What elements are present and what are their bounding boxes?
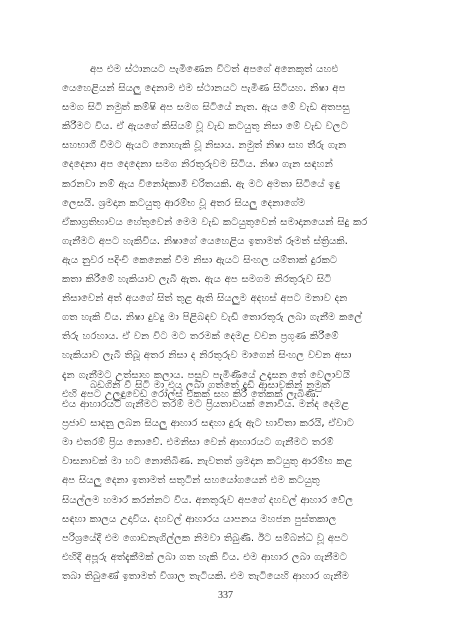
text-line: ලෙසයි. ශ්‍රමදාන කටයුතු ආරම්භ වූ අතර සියලු දෙනාගේම bbox=[62, 197, 306, 209]
text-line: ඇය නුවර පදිංචි කෙනෙක් වීම නිසා ඇයට සිංහල යම්තාක් දුරකට bbox=[62, 254, 338, 266]
text-line: එහි අපට උලුඳුවෙඩ රෝල්ස් එකක් සහ කිරි තේකක් ලැබිණි. bbox=[62, 388, 319, 400]
text-line: එය ආහාරයට ගැනීමට තරම් මට ප්‍රියතාවයක් නොවීය. මන්ද දෙමළ bbox=[62, 399, 350, 411]
text-line: අප එම ස්ථානයට පැමිණෙන විටත් අපගේ අනෙකුත් යහළු bbox=[90, 64, 339, 75]
paragraph-1 bbox=[62, 60, 392, 404]
text-line: සමග සිටි නමුත් කම්ෂි අප සමග සිටියේ නැත. ඇය මේ වැඩ අතපසු bbox=[62, 102, 350, 114]
text-line: නිසාවෙන් අත් අයගේ සිත් තුළ ඇති සියලුම අදහස් අපට මනාව දන bbox=[62, 293, 348, 305]
text-line: හැකියාව ලැබී තිබූ අතර නිසා ද නිරතුරුව මාගෙන් සිංහල වචන අසා bbox=[62, 350, 352, 362]
text-line: තබා තිබුණේ ඉතාමත් විශාල තැටියකි. එම තැටියෙහි ආහාර ගැනීම bbox=[62, 570, 349, 582]
text-line: සහභාගී වීමට ඇයට නොහැකි වූ නිසාය. නමුත් නිෂා සහ තීරු ගැන bbox=[62, 140, 347, 152]
text-line: ගැනීමට අපට හැකිවිය. නිෂාගේ යෙහෙළිය ඉතාමත් රූමත් ස්ත්‍රියකි. bbox=[62, 235, 348, 247]
text-line: ඒකාග්‍රතිභාවය හේතුවෙන් මෙම වැඩ කටයුතුවෙන් සමාදානයෙන් සිදු කර bbox=[62, 216, 368, 228]
text-line: දැන ගැනීමට උත්සාහ කලාය. පසුව පැමිණියේ උදෑසන තේ වෙලාවයි bbox=[62, 369, 350, 381]
text-line: අප සියලු දෙනා ඉතාමත් සතුටින් සහයෝගයෙන් එම කටයුතු bbox=[62, 475, 320, 487]
text-line: වාසනාවක් මා හට නොතිබිණ. නැවතත් ශ්‍රමදාන කටයුතු ආරම්භ කළ bbox=[62, 456, 353, 468]
text-line: සියල්ලම හමාර කරන්නට විය. අනතුරුව අපගේ දහවල් ආහාර වේල bbox=[62, 494, 354, 506]
text-line: දෙදෙනා අප දෙදෙනා සමග නිරතුරුවම සිටිය. නිෂා ගැන සඳහන් bbox=[62, 159, 333, 171]
page-number: 337 bbox=[218, 590, 233, 601]
text-line: ප්‍රජාව සාදනු ලබන සියලු ආහාර සඳහා දුරු ඇට භාවිතා කරයි, ඒවාට bbox=[62, 418, 354, 430]
text-line: කිරීමට විය. ඒ ඇයගේ කිසියම් වූ වැඩ කටයුතු නිසා මේ වැඩ වලට bbox=[62, 121, 348, 133]
text-line: සඳහා කාලය උදාවිය. දහවල් ආහාරය යාපනය මහජන පුස්තකාල bbox=[62, 513, 337, 525]
text-line: කතා කිරීමේ හැකියාව ලැබී ඇත. ඇය අප සමගම නිරතුරුව සිටි bbox=[62, 274, 332, 286]
text-line: මා එතරම් ප්‍රිය නොවේ. එමනිසා වෙන් ආහාරයට ගැනීමට තරම් bbox=[62, 437, 334, 449]
paragraph-2 bbox=[62, 376, 392, 586]
text-line: යෙහෙළියන් සියලු දෙනාම එම ස්ථානයට පැමිණ සිටියහ. නිෂා අප bbox=[62, 83, 346, 95]
text-line: ගත හැකි විය. නිෂා දුවදු මා පිළිබඳව වැඩි තොරතුරු ලබා ගැනීම කලේ bbox=[62, 312, 363, 324]
text-line: තිරු හරහාය. ඒ වන විට මට තරමක් දෙමළ වචන ප්‍රගුණ කිරීමේ bbox=[62, 331, 339, 343]
text-line: කරනවා නම් ඇය විනෝදකාමී චරිතයකි. ඇ මට අමතා සිටියේ ඉඳු bbox=[62, 178, 340, 190]
text-line: බඩගිනි වී සිටි මා එය ලබා ගත්තේ දැඩි ආසාවකින් නමුත් bbox=[90, 380, 330, 391]
text-line: එහිදී අපූරු අත්දැකීමක් ලබා ගත හැකි විය. එම ආහාර ලබා ගැනීමට bbox=[62, 551, 348, 563]
text-line: පරිශ්‍රයේදී එම ගොඩනැගිල්ලක නිමවා තිබුණි. ඊට සම්බන්ධ වූ අපට bbox=[62, 532, 349, 544]
